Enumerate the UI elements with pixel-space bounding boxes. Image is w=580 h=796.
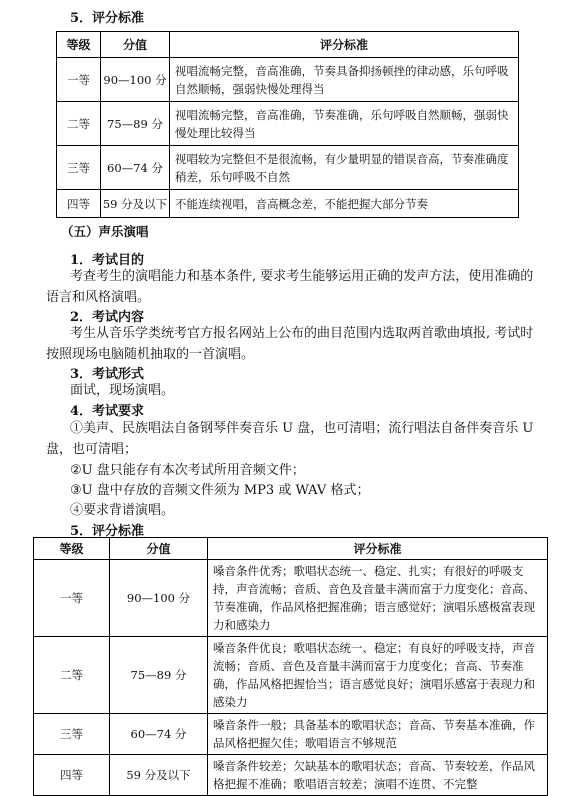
heading-exam-requirements: 4．考试要求 (70, 404, 145, 419)
paragraph-line: 考查考生的演唱能力和基本条件, 要求考生能够运用正确的发声方法，使用准确的 (70, 269, 534, 284)
table-row (57, 146, 519, 190)
header-score: 分值 (101, 32, 170, 58)
grade-cell: 四等 (57, 190, 101, 218)
table-row (34, 637, 548, 714)
requirement-item: ④要求背谱演唱。 (70, 503, 175, 518)
vocal-performance-grading-table (33, 537, 548, 796)
criteria-cell: 视唱流畅完整，音高准确，节奏具备抑扬顿挫的律动感，乐句呼吸自然顺畅，强弱快慢处理得当 (170, 58, 519, 102)
paragraph-line: 按照现场电脑随机抽取的一首演唱。 (46, 347, 255, 362)
grade-cell: 四等 (34, 755, 110, 796)
score-cell: 75—89 分 (110, 637, 208, 714)
heading-grading-criteria: 5．评分标准 (70, 524, 145, 539)
score-cell: 90—100 分 (101, 58, 170, 102)
criteria-cell: 嗓音条件一般；具备基本的歌唱状态；音高、节奏基本准确，作品风格把握欠佳；歌唱语言不够规范 (208, 714, 548, 755)
table-row (34, 560, 548, 637)
sight-singing-grading-table (56, 31, 519, 218)
score-cell: 59 分及以下 (101, 190, 170, 218)
score-cell: 90—100 分 (110, 560, 208, 637)
paragraph-line: 语言和风格演唱。 (46, 290, 151, 305)
score-cell: 60—74 分 (101, 146, 170, 190)
criteria-cell: 嗓音条件较差；欠缺基本的歌唱状态；音高、节奏较差，作品风格把握不准确；歌唱语言较差；演唱不连贯、不完整 (208, 755, 548, 796)
table-header-row (57, 32, 519, 58)
grade-cell: 一等 (34, 560, 110, 637)
grade-cell: 三等 (34, 714, 110, 755)
top-section-heading: 5．评分标准 (70, 11, 145, 26)
section-title: （五）声乐演唱 (61, 224, 149, 239)
paragraph-line: 考生从音乐学类统考官方报名网站上公布的曲目范围内选取两首歌曲填报, 考试时 (70, 326, 534, 341)
criteria-cell: 嗓音条件优良；歌唱状态统一、稳定；有良好的呼吸支持，声音流畅；音质、音色及音量丰满而富于力度变化；音高、节奏准确，作品风格把握恰当；语言感觉良好；演唱乐感富于表现力和感染力 (208, 637, 548, 714)
criteria-cell: 视唱流畅完整，音高准确，节奏准确，乐句呼吸自然顺畅，强弱快慢处理比较得当 (170, 102, 519, 146)
heading-exam-format: 3．考试形式 (70, 367, 145, 382)
table-row (34, 755, 548, 796)
heading-exam-content: 2．考试内容 (70, 310, 145, 325)
criteria-cell: 视唱较为完整但不是很流畅，有少量明显的错误音高，节奏准确度稍差，乐句呼吸不自然 (170, 146, 519, 190)
header-criteria: 评分标准 (170, 32, 519, 58)
table-row (57, 190, 519, 218)
paragraph-line: 面试，现场演唱。 (70, 383, 175, 398)
grade-cell: 二等 (34, 637, 110, 714)
header-score: 分值 (110, 538, 208, 560)
grade-cell: 一等 (57, 58, 101, 102)
header-grade: 等级 (34, 538, 110, 560)
heading-exam-purpose: 1．考试目的 (70, 253, 145, 268)
criteria-cell: 嗓音条件优秀；歌唱状态统一、稳定、扎实；有很好的呼吸支持，声音流畅；音质、音色及音量丰满而富于力度变化；音高、节奏准确，作品风格把握准确；语言感觉好；演唱乐感极富表现力和感染力 (208, 560, 548, 637)
requirement-item: ③U 盘中存放的音频文件须为 MP3 或 WAV 格式； (70, 483, 370, 498)
table-header-row (34, 538, 548, 560)
requirement-item: ②U 盘只能存有本次考试所用音频文件； (70, 463, 305, 478)
table-row (34, 714, 548, 755)
score-cell: 60—74 分 (110, 714, 208, 755)
grade-cell: 二等 (57, 102, 101, 146)
requirement-item: 盘，也可清唱； (46, 442, 138, 457)
header-grade: 等级 (57, 32, 101, 58)
score-cell: 75—89 分 (101, 102, 170, 146)
table-row (57, 58, 519, 102)
header-criteria: 评分标准 (208, 538, 548, 560)
table-row (57, 102, 519, 146)
score-cell: 59 分及以下 (110, 755, 208, 796)
requirement-item: ①美声、民族唱法自备钢琴伴奏音乐 U 盘，也可清唱；流行唱法自备伴奏音乐 U (70, 421, 534, 436)
grade-cell: 三等 (57, 146, 101, 190)
criteria-cell: 不能连续视唱，音高概念差，不能把握大部分节奏 (170, 190, 519, 218)
